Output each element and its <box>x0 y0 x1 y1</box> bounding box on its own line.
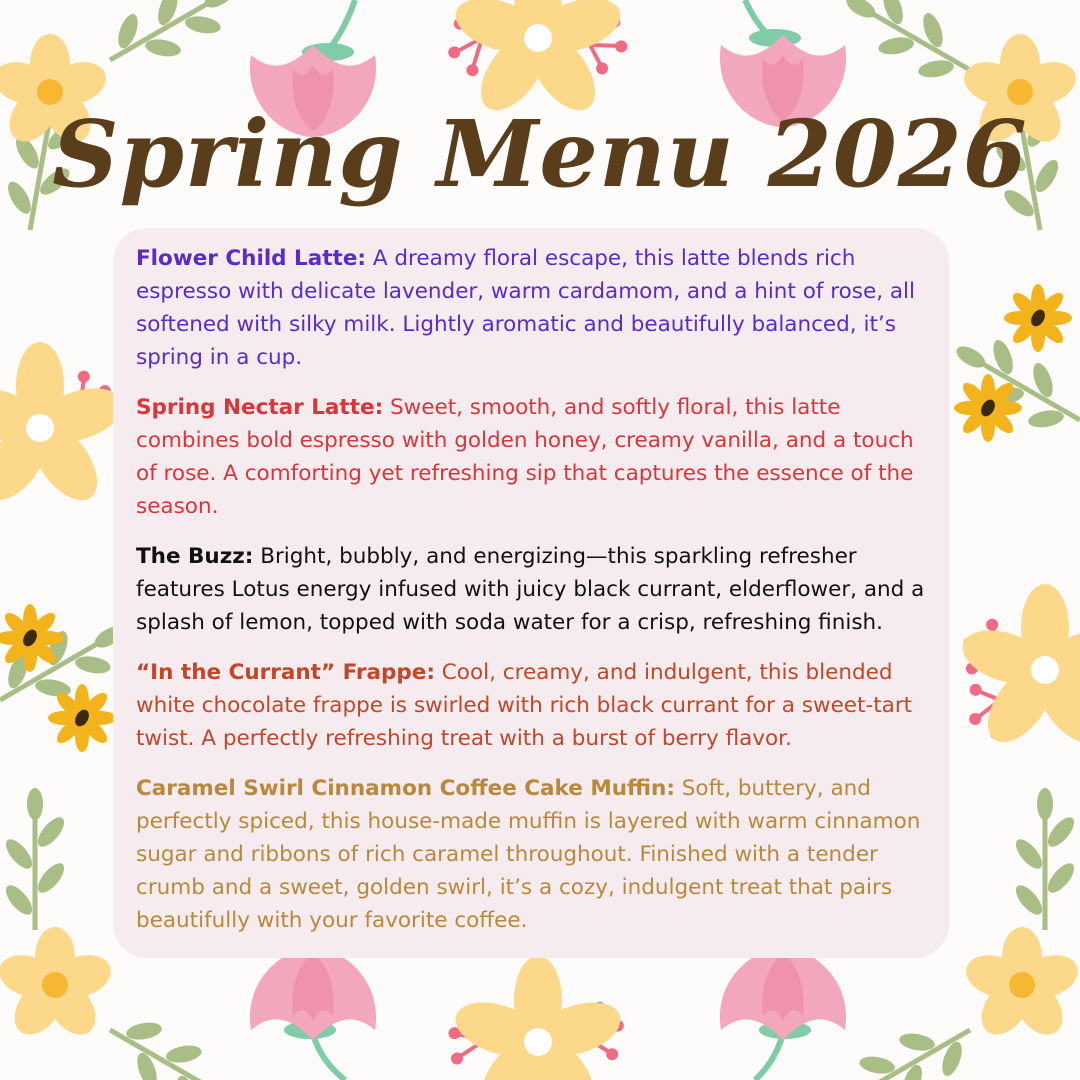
menu-item-name: Flower Child Latte: <box>136 246 367 271</box>
menu-card <box>113 228 949 958</box>
leaf-sprig-icon <box>1011 788 1078 930</box>
leaf-sprig-icon <box>830 0 987 99</box>
leaf-sprig-icon <box>1 788 68 930</box>
daisy-icon <box>48 684 116 752</box>
menu-item-spring-nectar-latte <box>136 391 927 523</box>
menu-item-in-the-currant-frappe <box>136 656 927 755</box>
page-title: Spring Menu 2026 <box>52 100 1028 208</box>
menu-item-description: Cool, creamy, and indulgent, this blended white chocolate frappe is swirled with rich black currant for a sweet-tart twist. A perfectly refreshing treat with a burst of berry flavor. <box>136 660 913 751</box>
leaf-sprig-icon <box>93 0 250 89</box>
menu-item-name: “In the Currant” Frappe: <box>136 660 435 685</box>
yellow-flower-icon <box>449 956 627 1080</box>
menu-item-the-buzz <box>136 540 927 639</box>
menu-item-description: Sweet, smooth, and softly floral, this latte combines bold espresso with golden honey, creamy vanilla, and a touch of rose. A comforting yet refreshing sip that captures the essence of the season. <box>136 395 914 519</box>
menu-item-name: Spring Nectar Latte: <box>136 395 384 420</box>
pink-tulip-icon <box>250 948 376 1080</box>
yellow-flower-icon <box>0 342 129 512</box>
menu-item-caramel-swirl-muffin <box>136 772 927 937</box>
yellow-flower-icon <box>961 927 1080 1044</box>
yellow-flower-icon <box>0 927 116 1044</box>
daisy-icon <box>954 374 1022 442</box>
pink-tulip-icon <box>720 948 846 1080</box>
menu-item-name: Caramel Swirl Cinnamon Coffee Cake Muffin: <box>136 776 675 801</box>
leaf-sprig-icon <box>93 1001 250 1080</box>
daisy-icon <box>1004 284 1072 352</box>
menu-item-name: The Buzz: <box>136 544 254 569</box>
menu-item-description: Soft, buttery, and perfectly spiced, this house-made muffin is layered with warm cinnamon sugar and ribbons of rich caramel throughout. Finished with a tender crumb and a sweet, golden swirl, it’s a cozy, indulgent treat that pairs beautifully with your favorite coffee. <box>136 776 921 933</box>
menu-item-flower-child-latte <box>136 242 927 374</box>
menu-item-description: Bright, bubbly, and energizing—this sparkling refresher features Lotus energy infused with juicy black currant, elderflower, and a splash of lemon, topped with soda water for a crisp, refreshing finish. <box>136 544 925 635</box>
menu-item-description: A dreamy floral escape, this latte blends rich espresso with delicate lavender, warm cardamom, and a hint of rose, all softened with silky milk. Lightly aromatic and beautifully balanced, it’s spring in a cup. <box>136 246 915 370</box>
leaf-sprig-icon <box>830 1001 987 1080</box>
